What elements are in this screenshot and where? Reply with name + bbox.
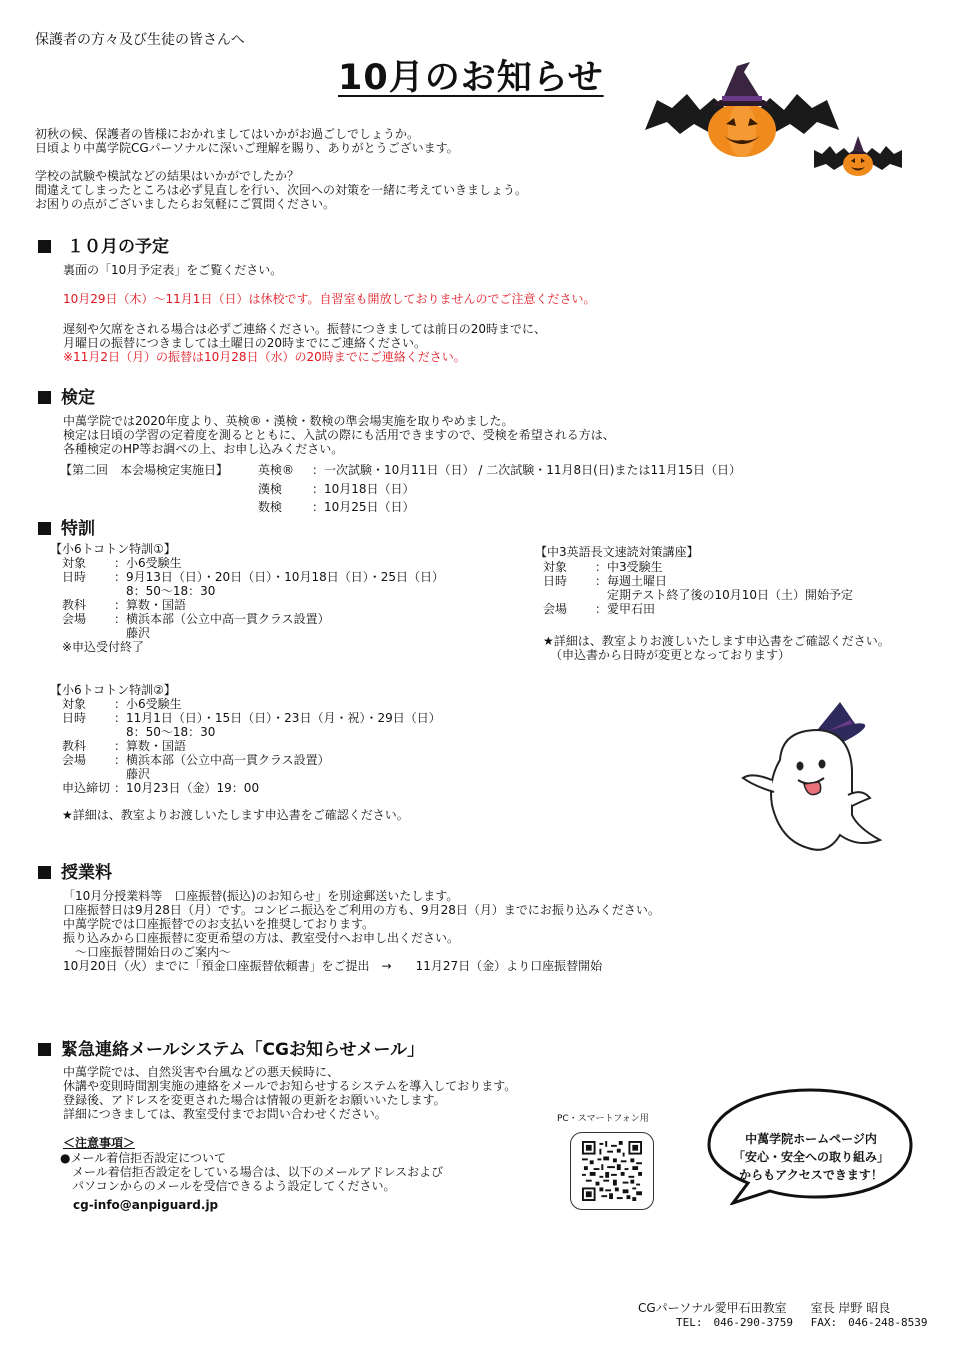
greeting-line: お困りの点がございましたらお気軽にご質問ください。 xyxy=(35,197,336,211)
detail-row: 日時 ：9月13日（日）・20日（日）・10月18日（日）・25日（日） xyxy=(62,570,444,584)
square-bullet-icon xyxy=(38,522,51,535)
ghost-icon xyxy=(740,700,900,865)
balloon-line: 「安心・安全への取り組み」 xyxy=(732,1150,889,1164)
caution-title: ＜注意事項＞ xyxy=(63,1136,136,1150)
course-title: 【小6トコトン特訓①】 xyxy=(50,542,176,556)
mail-line: 詳細につきましては、教室受付までお問い合わせください。 xyxy=(63,1107,387,1121)
small-pumpkin-bat-icon xyxy=(812,130,904,182)
tuition-line: 中萬学院では口座振替でのお支払いを推奨しております。 xyxy=(63,917,375,931)
course-details xyxy=(62,556,444,640)
tuition-line: 振り込みから口座振替に変更希望の方は、教室受付へお申し出ください。 xyxy=(63,931,460,945)
kentei-line: 各種検定のHP等お調べの上、お申し込みください。 xyxy=(63,442,344,456)
greeting-block xyxy=(35,127,527,211)
mail-line: 中萬学院では、自然災害や台風などの悪天候時に、 xyxy=(63,1065,340,1079)
caution-block xyxy=(60,1151,443,1193)
test-name: 漢検 xyxy=(258,482,283,496)
kentei-session-label: 【第二回 本会場検定実施日】 xyxy=(60,463,229,477)
caution-line: メール着信拒否設定をしている場合は、以下のメールアドレスおよび xyxy=(60,1165,444,1179)
square-bullet-icon xyxy=(38,1043,51,1056)
course-note: （申込書から日時が変更となっております） xyxy=(550,648,791,662)
detail-row: 対象 ：中3受験生 xyxy=(543,560,663,574)
square-bullet-icon xyxy=(38,391,51,404)
detail-row: 会場 ：横浜本部（公立中高一貫クラス設置） xyxy=(62,612,330,626)
detail-row: 定期テスト終了後の10月10日（土）開始予定 xyxy=(595,588,854,602)
detail-row: 藤沢 xyxy=(114,626,151,640)
detail-row: 対象 ：小6受験生 xyxy=(62,556,182,570)
detail-row: 対象 ：小6受験生 xyxy=(62,697,182,711)
square-bullet-icon xyxy=(38,866,51,879)
kentei-heading: 検定 xyxy=(38,388,95,408)
course-title: 【小6トコトン特訓②】 xyxy=(50,683,176,697)
course-note: ※申込受付終了 xyxy=(62,640,145,654)
test-date: ：10月25日（日） xyxy=(312,500,415,514)
closure-notice: 10月29日（木）～11月1日（日）は休校です。自習室も開放しておりませんのでご注意ください。 xyxy=(63,292,596,306)
balloon-line: 中萬学院ホームページ内 xyxy=(745,1132,877,1146)
qr-label: PC・スマートフォン用 xyxy=(557,1114,649,1124)
square-bullet-icon xyxy=(38,240,51,253)
greeting-line: 間違えてしまったところは必ず見直しを行い、次回への対策を一緒に考えていきましょう。 xyxy=(35,183,528,197)
course-note: ★詳細は、教室よりお渡しいたします申込書をご確認ください。 xyxy=(62,808,409,822)
tuition-heading: 授業料 xyxy=(38,863,112,883)
contact-email[interactable]: cg-info@anpiguard.jp xyxy=(73,1198,219,1212)
schedule-line: 月曜日の振替につきましては土曜日の20時までにご連絡ください。 xyxy=(63,336,427,350)
detail-row: 教科 ：算数・国語 xyxy=(62,598,187,612)
detail-row: 日時 ：11月1日（日）・15日（日）・23日（月・祝）・29日（日） xyxy=(62,711,441,725)
tuition-block xyxy=(63,889,660,973)
greeting-line xyxy=(35,155,527,169)
schedule-line: 遅刻や欠席をされる場合は必ずご連絡ください。振替につきましては前日の20時までに、 xyxy=(63,322,547,336)
caution-line: パソコンからのメールを受信できるよう設定してください。 xyxy=(60,1179,396,1193)
test-date: ：一次試験・10月11日（日） / 二次試験・11月8日(日)または11月15日（日） xyxy=(312,463,742,477)
detail-row: 8：50～18：30 xyxy=(114,584,216,598)
page-title: 10月のお知らせ xyxy=(338,58,604,98)
detail-row: 日時 ：毎週土曜日 xyxy=(543,574,668,588)
schedule-line: 裏面の「10月予定表」をご覧ください。 xyxy=(63,263,283,277)
balloon-line: からもアクセスできます！ xyxy=(739,1168,883,1182)
qr-code-icon[interactable] xyxy=(581,1141,643,1201)
test-date: ：10月18日（日） xyxy=(312,482,415,496)
detail-row: 会場 ：横浜本部（公立中高一貫クラス設置） xyxy=(62,753,330,767)
course-details xyxy=(62,697,441,795)
schedule-heading: １０月の予定 xyxy=(38,237,169,257)
greeting-line: 学校の試験や模試などの結果はいかがでしたか？ xyxy=(35,169,300,183)
mail-heading: 緊急連絡メールシステム「CGお知らせメール」 xyxy=(38,1040,424,1060)
kentei-block xyxy=(63,414,615,456)
detail-row: 申込締切 ：10月23日（金）19：00 xyxy=(62,781,260,795)
kentei-line: 検定は日頃の学習の定着度を測るとともに、入試の際にも活用できますので、受検を希望される方は、 xyxy=(63,428,615,442)
course-title: 【中3英語長文速読対策講座】 xyxy=(535,545,699,559)
course-details xyxy=(543,560,853,616)
balloon-text xyxy=(722,1130,900,1184)
tuition-line: 10月20日（火）までに「預金口座振替依頼書」をご提出 → 11月27日（金）より口座振替開始 xyxy=(63,959,603,973)
test-name: 数検 xyxy=(258,500,283,514)
tuition-line: ～口座振替開始日のご案内～ xyxy=(63,945,232,959)
tuition-line: 口座振替日は9月28日（月）です。コンビニ振込をご利用の方も、9月28日（月）までにお振り込みください。 xyxy=(63,903,660,917)
mail-line: 休講や変則時間割実施の連絡をメールでお知らせするシステムを導入しております。 xyxy=(63,1079,517,1093)
tokkun-heading: 特訓 xyxy=(38,519,95,539)
test-name: 英検® xyxy=(258,463,295,477)
footer-school: CGパーソナル愛甲石田教室 室長 岸野 昭良 xyxy=(638,1301,891,1315)
detail-row: 会場 ：愛甲石田 xyxy=(543,602,656,616)
tuition-line: 「10月分授業料等 口座振替(振込)のお知らせ」を別途郵送いたします。 xyxy=(63,889,459,903)
mail-line: 登録後、アドレスを変更された場合は情報の更新をお願いいたします。 xyxy=(63,1093,446,1107)
greeting-line: 初秋の候、保護者の皆様におかれましてはいかがお過ごしでしょうか。 xyxy=(35,127,420,141)
footer-contact: TEL: 046-290-3759 FAX: 046-248-8539 xyxy=(676,1316,928,1329)
recipient-line: 保護者の方々及び生徒の皆さんへ xyxy=(35,32,245,48)
caution-line: ●メール着信拒否設定について xyxy=(60,1151,226,1165)
detail-row: 8：50～18：30 xyxy=(114,725,216,739)
mail-block xyxy=(63,1065,516,1121)
special-notice: ※11月2日（月）の振替は10月28日（水）の20時までにご連絡ください。 xyxy=(63,350,466,364)
qr-code-frame[interactable] xyxy=(570,1132,654,1210)
greeting-line: 日頃より中萬学院CGパーソナルに深いご理解を賜り、ありがとうございます。 xyxy=(35,141,459,155)
detail-row: 教科 ：算数・国語 xyxy=(62,739,187,753)
course-note: ★詳細は、教室よりお渡しいたします申込書をご確認ください。 xyxy=(543,634,890,648)
detail-row: 藤沢 xyxy=(114,767,151,781)
kentei-line: 中萬学院では2020年度より、英検®・漢検・数検の準会場実施を取りやめました。 xyxy=(63,414,514,428)
